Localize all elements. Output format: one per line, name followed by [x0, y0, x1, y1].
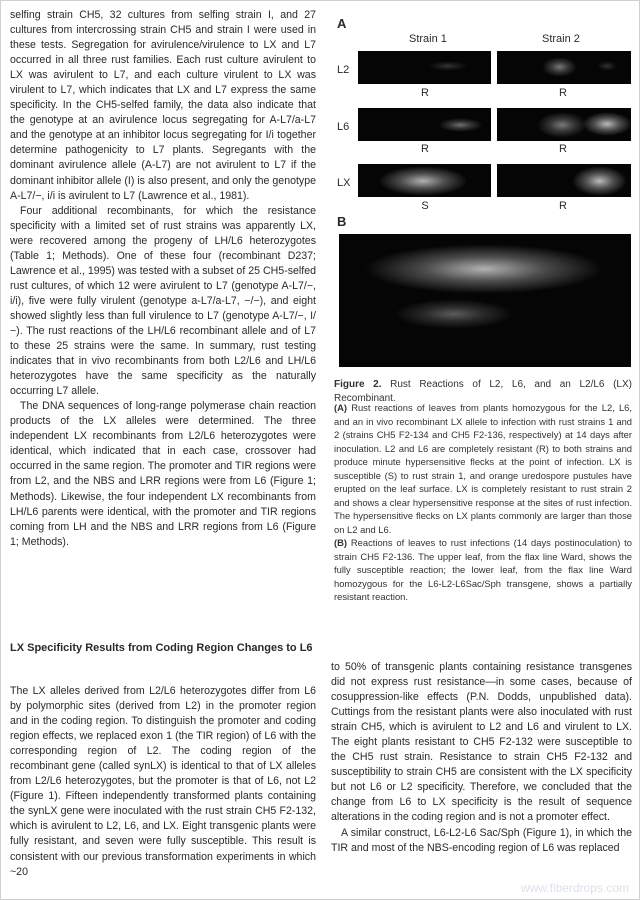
paragraph: selfing strain CH5, 32 cultures from selfing strain I, and 27 cultures from intercrossing strain CH5 and strain I were used in these tests. Segregation for avirulence/virulence to LX and L7 occurred in all three rust families. Each rust culture avirulent to LX was avirulent to L7, and each culture virulent to LX was virulent to L7, which indicates that LX and L7 express the same specificity. In the CH5-selfed family, the data also indicate that the genotype at an avirulence locus segregating for A-L7/a-L7 and the genotype at an inhibitor locus segregating for I/i together determine pathogenicity to L7 plants. Segregants with the dominant avirulence allele (A-L7) are not avirulent to L7 if the dominant inhibitor allele (I) is also present, and only the genotype A-L7/−, i/i is avirulent to L7 (Lawrence et al., 1981). — [10, 9, 316, 202]
reaction-lx-strain-1: S — [421, 200, 429, 212]
paragraph: The LX alleles derived from L2/L6 heterozygotes differ from L6 by polymorphic sites (derived from L2) in the promoter region and in the coding region. To distinguish the promoter and coding region effects, we replaced exon 1 (the TIR region) of L6 with the corresponding region of L2. The coding region of the recombinant gene (called synLX) is identical to that of LX alleles from L2/L6 heterozygotes, but the promoter is that of L6, not L2 (Figure 1). Fifteen independently transformed plants containing the synLX gene were inoculated with the rust strain CH5 F2-132, which is avirulent to L2, L6, and LX. Eight transgenic plants were fully resistant, and seven were fully susceptible. This result is consistent with our previous transformation experiments in which ~20 — [10, 685, 316, 878]
reaction-l2-strain-1: R — [421, 87, 429, 99]
paragraph: to 50% of transgenic plants containing resistance transgenes did not express rust resistance—in some cases, because of cosuppression-like effects (P.N. Dodds, unpublished data). Cuttings from the resistant plants were also inoculated with rust strain CH5, which is avirulent to L2 and L6 and virulent to LX. The eight plants resistant to CH5 F2-132 were susceptible to the CH5 rust strain. Resistance to strain CH5 F2-132 and susceptibility to strain CH5 are consistent with the LX specificity but not L6 or L2 specificity. Therefore, we concluded that the change from L6 to LX specificity is the result of sequence alterations in the coding region and is not a promoter effect. — [331, 661, 632, 824]
paragraph: A similar construct, L6-L2-L6 Sac/Sph (Figure 1), in which the TIR and most of the NBS-encoding region of L6 was replaced — [331, 826, 632, 854]
panel-a-label: A — [337, 16, 347, 31]
leaf-image-l6-strain-1 — [358, 108, 491, 141]
column-header-strain-1: Strain 1 — [409, 33, 447, 45]
caption-figure-number: Figure 2. — [334, 379, 382, 390]
reaction-l6-strain-1: R — [421, 143, 429, 155]
paragraph: Four additional recombinants, for which the resistance specificity with a limited set of rust strains was apparently LX, were recovered among the progeny of LH/L6 heterozygotes (Table 1; Methods). One of these four (recombinant D237; Lawrence et al., 1995) was tested with a subset of 25 CH5-selfed rust cultures, of which 12 were avirulent to L7 (genotype A-L7/−, i/i), five were fully virulent (genotype a-L7/a-L7, −/−), and eight showed slightly less than full virulence to L7 (genotype A-L7/−, I/−). The rust reactions of the LH/L6 recombinant allele and of L7 to these 25 strains were the same. In summary, rust testing indicates that in vivo recombinants from both L2/L6 and LH/L6 heterozygotes have the same specificity as the naturally occurring L7 allele. — [10, 204, 316, 398]
column-header-strain-2: Strain 2 — [542, 33, 580, 45]
caption-title-text: Rust Reactions of L2, L6, and an L2/L6 (LX) Recombinant. — [334, 379, 632, 404]
caption-panel-b — [334, 536, 632, 604]
figure-caption-body — [334, 401, 632, 604]
panel-b-label: B — [337, 214, 347, 229]
leaf-image-l2-strain-1 — [358, 51, 491, 84]
caption-b-label: (B) — [334, 537, 348, 548]
row-label-lx: LX — [337, 177, 351, 189]
right-column-bottom — [331, 660, 632, 856]
left-column-bottom — [10, 684, 316, 880]
caption-a-text: Rust reactions of leaves from plants homozygous for the L2, L6, and an in vivo recombinant LX allele to infection with rust strains 1 and 2 (strains CH5 F2-134 and CH5 F2-136, respectively) at 14 days after inoculation. L2 and L6 are completely resistant (R) to both strains and produce minute hypersensitive flecks at the point of infection. LX is susceptible (S) to rust strain 1, and orange uredospore pustules have erupted on the leaf surface. LX is completely resistant to rust strain 2 and shows a clear hypersensitive response at the sites of rust infection. The hypersensitive flecks on LX plants commonly are larger than those on L2 and L6. — [334, 402, 632, 535]
caption-b-text: Reactions of leaves to rust infections (14 days postinoculation) to strain CH5 F2-136. The upper leaf, from the flax line Ward, shows the fully susceptible reaction; the lower leaf, from the flax line Ward homozygous for the L6-L2-L6Sac/Sph transgene, shows a partially resistant reaction. — [334, 537, 632, 602]
caption-panel-a — [334, 401, 632, 536]
section-heading: LX Specificity Results from Coding Region Changes to L6 — [10, 642, 313, 654]
leaf-image-lx-strain-2 — [497, 164, 631, 197]
left-column-top — [10, 8, 316, 550]
reaction-lx-strain-2: R — [559, 200, 567, 212]
leaf-image-lx-strain-1 — [358, 164, 491, 197]
leaf-image-panel-b — [339, 234, 631, 367]
leaf-image-l6-strain-2 — [497, 108, 631, 141]
reaction-l2-strain-2: R — [559, 87, 567, 99]
row-label-l2: L2 — [337, 64, 350, 76]
paragraph: The DNA sequences of long-range polymerase chain reaction products of the LX alleles were determined. The three independent LX recombinants from L2/L6 heterozygotes were identical, which indicated that in each case, crossover had occurred in the same region. The promoter and TIR regions were from L2, and the NBS and LRR regions were from L6 (Figure 1; Methods). Likewise, the four independent LX recombinants from LH/L6 parents were identical, with the promoter and TIR regions coming from LH and the NBS and LRR regions from L6 (Figure 1; Methods). — [10, 400, 316, 548]
row-label-l6: L6 — [337, 121, 350, 133]
watermark: www.fiberdrops.com — [520, 881, 629, 895]
caption-a-label: (A) — [334, 402, 348, 413]
leaf-image-l2-strain-2 — [497, 51, 631, 84]
reaction-l6-strain-2: R — [559, 143, 567, 155]
